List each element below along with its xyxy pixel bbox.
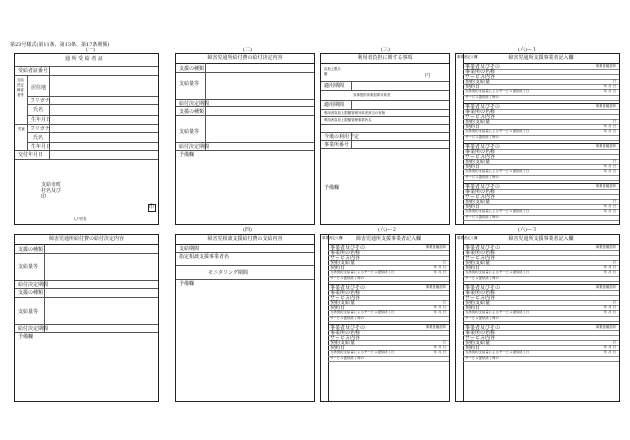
- service-row-label: 事業者及びその: [330, 325, 366, 331]
- service-row-label: サービス提供終了時の: [465, 356, 499, 360]
- service-row-value: 年 月 日: [603, 209, 616, 213]
- cap-label: 負担上限月額: [324, 67, 341, 76]
- municipality-label: 支給市町村名及び印: [41, 182, 62, 200]
- row-label: 支給量等: [179, 129, 200, 135]
- panel-benefit-decision-2: [14, 234, 159, 402]
- row-label: 適用期間: [324, 102, 345, 108]
- service-row-value: 年 月 日: [603, 129, 616, 133]
- row-label: 給付決定期間: [179, 144, 210, 150]
- service-row-value: 日: [612, 340, 616, 344]
- service-row-value: 年 月 日: [433, 310, 446, 314]
- service-row-label: 当該契約支給量によるサービス提供終了日: [465, 129, 530, 133]
- reserve-label: 予備欄: [18, 334, 34, 340]
- service-entry: [328, 284, 449, 325]
- service-row-label: 契約日: [465, 84, 481, 90]
- service-row-label: サービス内容: [465, 114, 496, 120]
- row-label: 支給量等: [18, 264, 39, 270]
- service-row-value: 年 月 日: [603, 169, 616, 173]
- row-label: 事業所番号: [324, 142, 350, 148]
- panel-title: 障害児通所支援事業者記入欄: [328, 235, 449, 245]
- service-row-label: 契約支給量: [465, 119, 491, 125]
- service-entry: [328, 324, 449, 365]
- service-row-label: 契約支給量: [330, 260, 356, 266]
- service-row-label: 当該契約支給量によるサービス提供終了日: [465, 209, 530, 213]
- panel-number: (一): [86, 47, 95, 53]
- service-row-label: 契約支給量: [330, 340, 356, 346]
- service-row-label: サービス内容: [465, 154, 496, 160]
- row-label: 支給量等: [18, 309, 39, 315]
- service-row-label: 当該契約支給量によるサービス提供終了日: [330, 350, 395, 354]
- panel-title: 障害児通所給付費の給付決定内容: [15, 235, 158, 245]
- row-label: 適用期間: [324, 83, 345, 89]
- panel-consultation: [175, 234, 315, 402]
- row-label: 支給期間: [179, 246, 200, 252]
- service-row-label: サービス提供終了時の: [465, 135, 499, 139]
- panel-number: (六)—１: [518, 47, 537, 53]
- service-row-value: 年 月 日: [433, 265, 446, 269]
- service-row-value: 日: [442, 340, 446, 344]
- service-row-label: サービス提供終了時の: [465, 95, 499, 99]
- panel-benefit-decision: [175, 53, 315, 225]
- row-label: 利用者負担上限額管理対象者該当の有無: [324, 111, 386, 115]
- service-row-label: 契約日: [465, 345, 481, 351]
- service-row-value: 日: [612, 300, 616, 304]
- furigana-label-2: フリガナ: [30, 126, 50, 132]
- panel-number: (六)—３: [518, 227, 537, 233]
- service-row-label: 事業所の名称: [330, 290, 361, 296]
- service-row-label: 契約日: [465, 265, 481, 271]
- service-row-value: 年 月 日: [433, 305, 446, 309]
- service-row-label: 事業者及びその: [465, 325, 501, 331]
- panel-number: (四): [243, 227, 252, 233]
- address-label: 居住地: [31, 85, 47, 91]
- service-entry: [463, 143, 619, 184]
- service-row-label: 契約日: [330, 265, 346, 271]
- service-row-value: 事業者確認印: [595, 104, 616, 108]
- service-row-label: サービス提供終了時の: [465, 276, 499, 280]
- panel-number: (三): [381, 47, 390, 53]
- row-label: 支援の種類: [18, 247, 44, 253]
- service-row-label: 事業所の名称: [465, 149, 496, 155]
- service-row-label: 事業者及びその: [465, 184, 501, 190]
- child-label: 児童: [18, 127, 25, 131]
- service-entry: [463, 284, 619, 325]
- service-row-value: 事業者確認印: [595, 184, 616, 188]
- panel-title: 障害児通所支援事業者記入欄: [463, 54, 619, 64]
- panel-title: 利用者負担に関する事項: [321, 54, 449, 64]
- service-row-value: 年 月 日: [603, 204, 616, 208]
- service-row-label: 契約日: [465, 305, 481, 311]
- service-row-label: 契約日: [465, 124, 481, 130]
- seal-char: 印: [149, 204, 155, 210]
- birthdate-label-2: 生年月日: [31, 144, 52, 150]
- reserve-label: 予備欄: [179, 281, 195, 287]
- service-row-label: 事業所の名称: [330, 250, 361, 256]
- service-row-value: 日: [442, 300, 446, 304]
- service-row-value: 事業者確認印: [595, 245, 616, 249]
- panel-service-records-3: [455, 234, 620, 402]
- side-label: 事業者記入欄: [322, 236, 343, 240]
- service-row-value: 日: [442, 260, 446, 264]
- service-row-label: 事業所の名称: [465, 109, 496, 115]
- row-label: 支援の種類: [18, 290, 44, 296]
- row-label: モニタリング期間: [208, 270, 248, 276]
- service-entry: [463, 244, 619, 285]
- service-row-label: 事業所の名称: [465, 330, 496, 336]
- service-row-value: 年 月 日: [433, 270, 446, 274]
- panel-service-records-1: [455, 53, 620, 225]
- service-row-label: 契約支給量: [465, 300, 491, 306]
- service-row-label: 事業者及びその: [330, 245, 366, 251]
- service-row-value: 年 月 日: [603, 310, 616, 314]
- row-label: 利用者負担上限額管理事業所名: [324, 118, 372, 122]
- service-row-value: 事業者確認印: [595, 144, 616, 148]
- service-block: [328, 244, 449, 401]
- name-label: 氏名: [33, 107, 44, 113]
- service-block: [463, 244, 619, 401]
- panel-certificate: [14, 53, 159, 225]
- service-row-label: 契約日: [465, 164, 481, 170]
- service-row-value: 事業者確認印: [425, 325, 446, 329]
- row-label: 支援の種類: [179, 109, 205, 115]
- service-row-label: サービス提供終了時の: [465, 215, 499, 219]
- service-entry: [463, 63, 619, 104]
- service-row-label: 事業者及びその: [465, 245, 501, 251]
- service-row-label: 当該契約支給量によるサービス提供終了日: [465, 310, 530, 314]
- service-row-label: サービス提供終了時の: [465, 175, 499, 179]
- side-label: 支給決定障害者等: [17, 78, 24, 97]
- service-row-label: サービス内容: [465, 74, 496, 80]
- service-row-label: 契約支給量: [465, 79, 491, 85]
- service-row-label: サービス提供終了時の: [330, 356, 364, 360]
- reserve-label: 予備欄: [179, 152, 195, 158]
- service-row-value: 事業者確認印: [425, 245, 446, 249]
- row-label: 給付決定期間: [179, 101, 210, 107]
- service-row-label: 契約日: [465, 204, 481, 210]
- service-row-label: 当該契約支給量によるサービス提供終了日: [465, 350, 530, 354]
- service-row-label: サービス内容: [465, 194, 496, 200]
- service-row-label: 事業者及びその: [465, 285, 501, 291]
- service-row-value: 日: [612, 260, 616, 264]
- row-label: 指定相談支援事業者名: [179, 254, 230, 260]
- service-row-label: 契約支給量: [465, 340, 491, 346]
- service-row-label: サービス内容: [330, 335, 361, 341]
- service-row-value: 年 月 日: [603, 89, 616, 93]
- panel-number: (六)—２: [378, 227, 397, 233]
- bottom-note: 入戸営長: [73, 217, 87, 221]
- service-row-label: サービス内容: [465, 335, 496, 341]
- service-row-label: サービス提供終了時の: [465, 316, 499, 320]
- service-row-label: サービス内容: [330, 255, 361, 261]
- service-row-label: 契約日: [330, 305, 346, 311]
- service-row-label: 事業所の名称: [465, 290, 496, 296]
- service-entry: [328, 244, 449, 285]
- service-row-label: 契約支給量: [465, 159, 491, 165]
- row-label: 給付決定期間: [18, 326, 49, 332]
- service-row-label: 契約支給量: [465, 260, 491, 266]
- issue-date-label: 交付年月日: [18, 152, 44, 158]
- service-entry: [463, 183, 619, 224]
- row-label: 食事提供体制加算対象者: [353, 93, 391, 97]
- service-row-value: 年 月 日: [603, 84, 616, 88]
- service-row-label: サービス内容: [330, 295, 361, 301]
- service-row-label: 当該契約支給量によるサービス提供終了日: [330, 270, 395, 274]
- row-label: 給付決定期間: [18, 282, 49, 288]
- panel-burden: [320, 53, 450, 225]
- service-row-value: 事業者確認印: [595, 64, 616, 68]
- yen-label: 円: [425, 73, 431, 79]
- side-label: 事業者記入欄: [457, 236, 478, 240]
- furigana-label: フリガナ: [30, 98, 50, 104]
- panel-service-records-2: [320, 234, 450, 402]
- service-row-value: 日: [612, 159, 616, 163]
- panel-title: 障害児相談支援給付費の支給内容: [176, 235, 314, 245]
- service-row-label: 当該契約支給量によるサービス提供終了日: [465, 169, 530, 173]
- service-row-value: 年 月 日: [603, 124, 616, 128]
- service-row-value: 日: [612, 79, 616, 83]
- service-row-value: 年 月 日: [433, 345, 446, 349]
- service-row-label: 事業所の名称: [330, 330, 361, 336]
- service-row-label: 契約支給量: [330, 300, 356, 306]
- service-row-label: 事業者及びその: [465, 64, 501, 70]
- service-row-label: 事業者及びその: [465, 144, 501, 150]
- service-row-label: 契約日: [330, 345, 346, 351]
- panel-title: 障害児通所給付費の給付決定内容: [176, 54, 314, 64]
- service-row-value: 年 月 日: [603, 345, 616, 349]
- service-row-value: 年 月 日: [603, 164, 616, 168]
- service-row-label: サービス内容: [465, 295, 496, 301]
- service-row-label: 事業所の名称: [465, 250, 496, 256]
- service-row-label: 事業者及びその: [465, 104, 501, 110]
- service-entry: [463, 324, 619, 365]
- birthdate-label: 生年月日: [31, 117, 52, 123]
- panel-number: (二): [243, 47, 252, 53]
- service-row-value: 年 月 日: [603, 305, 616, 309]
- name-label-2: 氏名: [33, 135, 44, 141]
- service-row-label: 当該契約支給量によるサービス提供終了日: [330, 310, 395, 314]
- service-row-value: 年 月 日: [603, 270, 616, 274]
- service-row-label: 事業所の名称: [465, 189, 496, 195]
- form-label: 第23号様式(第11条、第13条、第17条関係): [10, 42, 110, 48]
- row-label: 支給量等: [179, 81, 200, 87]
- service-block: [463, 63, 619, 224]
- service-entry: [463, 103, 619, 144]
- service-row-value: 年 月 日: [603, 265, 616, 269]
- service-row-label: 当該契約支給量によるサービス提供終了日: [465, 89, 530, 93]
- service-row-value: 事業者確認印: [425, 285, 446, 289]
- service-row-label: 当該契約支給量によるサービス提供終了日: [465, 270, 530, 274]
- service-row-label: サービス内容: [465, 255, 496, 261]
- service-row-value: 日: [612, 199, 616, 203]
- service-row-value: 年 月 日: [433, 350, 446, 354]
- row-label: 今後の利用予定: [324, 134, 360, 140]
- page-title: 通 所 受 給 者 証: [65, 56, 103, 62]
- service-row-label: 事業所の名称: [465, 69, 496, 75]
- service-row-label: サービス提供終了時の: [330, 276, 364, 280]
- service-row-value: 事業者確認印: [595, 325, 616, 329]
- service-row-label: サービス提供終了時の: [330, 316, 364, 320]
- cert-number-label: 受給者証番号: [18, 68, 49, 74]
- reserve-label: 予備欄: [324, 185, 340, 191]
- service-row-value: 事業者確認印: [595, 285, 616, 289]
- service-row-label: 事業者及びその: [330, 285, 366, 291]
- side-label: 事業者記入欄: [457, 55, 478, 59]
- row-label: 支援の種類: [179, 66, 205, 72]
- panel-title: 障害児通所支援事業者記入欄: [463, 235, 619, 245]
- service-row-value: 日: [612, 119, 616, 123]
- service-row-label: 契約支給量: [465, 199, 491, 205]
- service-row-value: 年 月 日: [603, 350, 616, 354]
